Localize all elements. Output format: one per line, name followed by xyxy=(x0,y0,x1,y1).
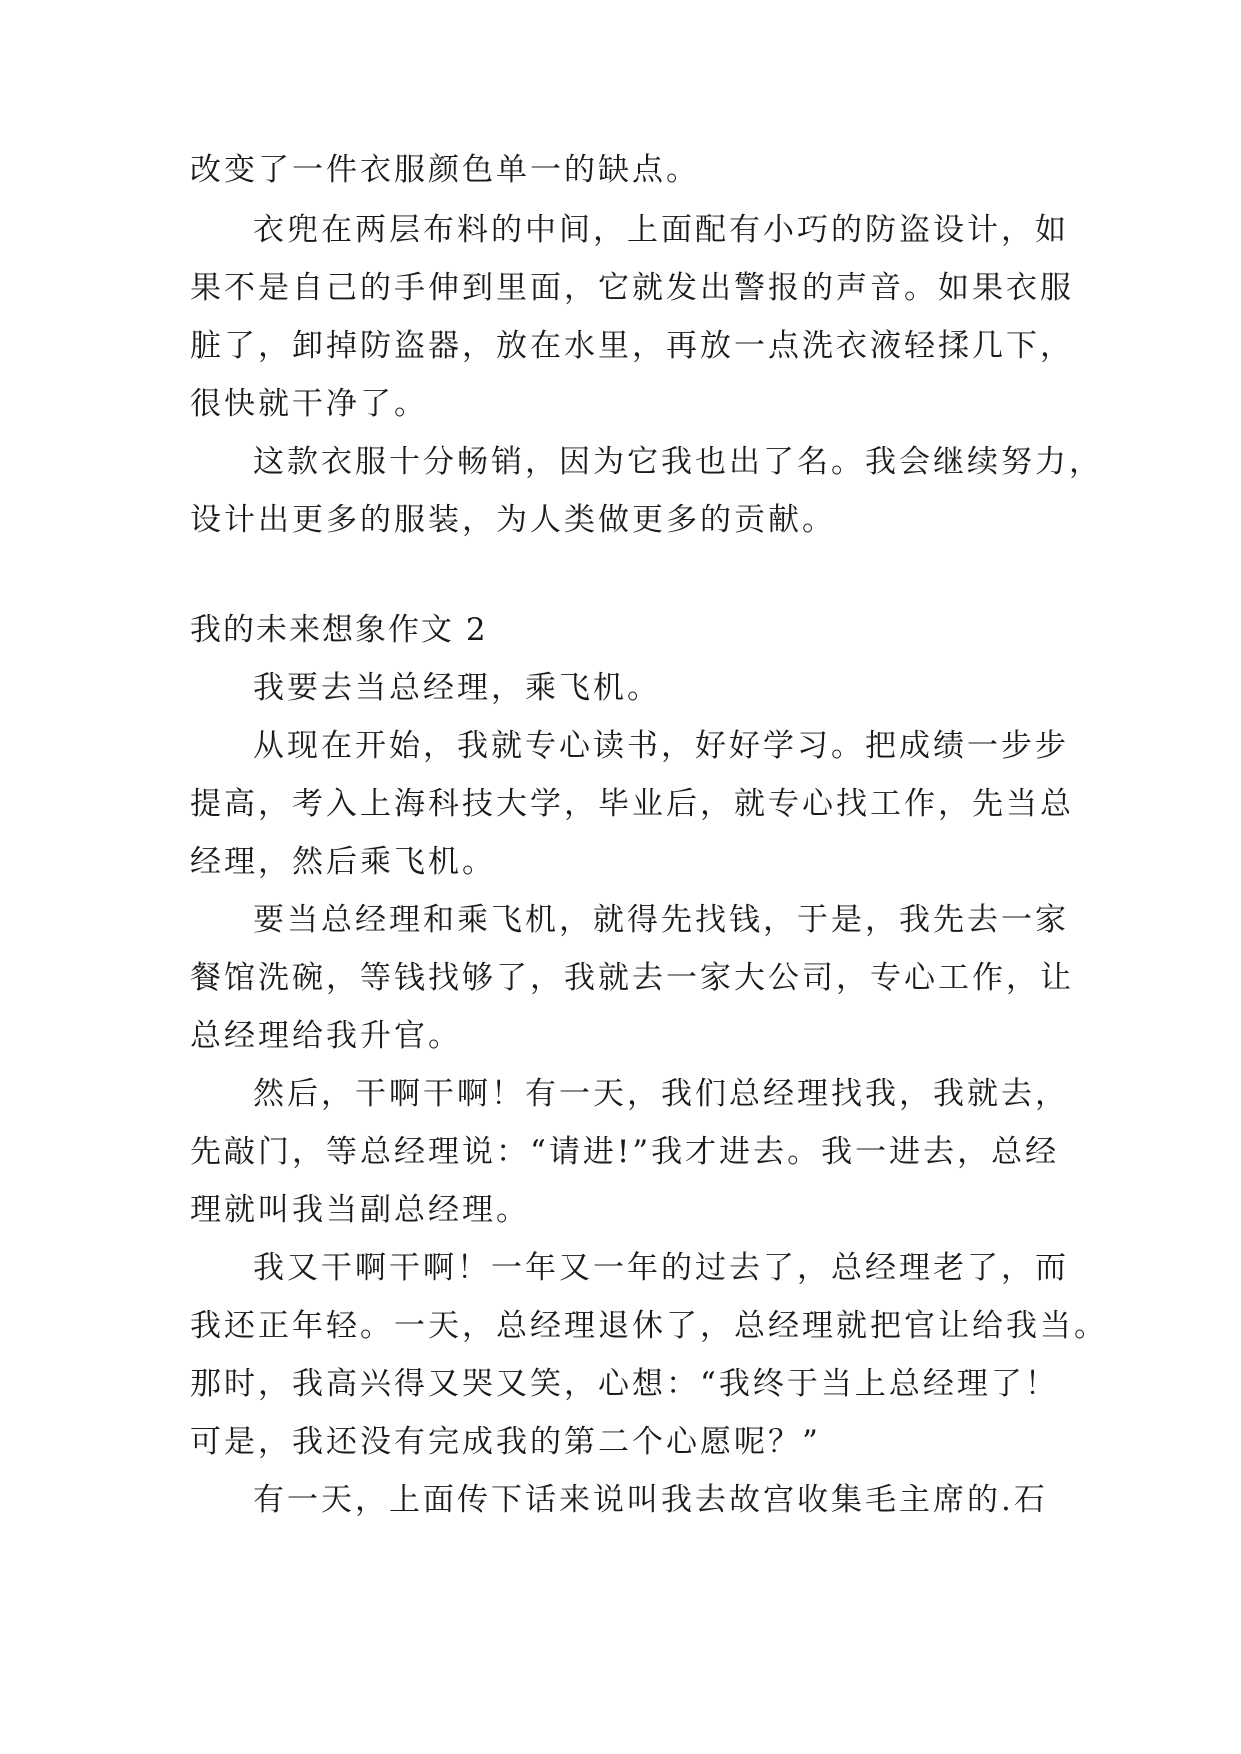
text-line: 总经理给我升官。 xyxy=(190,1018,462,1054)
text-line: 设计出更多的服装，为人类做更多的贡献。 xyxy=(190,502,836,538)
text-line: 然后，干啊干啊！有一天，我们总经理找我，我就去， xyxy=(253,1076,1069,1112)
text-line: 餐馆洗碗，等钱找够了，我就去一家大公司，专心工作，让 xyxy=(190,960,1074,996)
text-line: 我要去当总经理，乘飞机。 xyxy=(253,670,661,706)
text-line: 衣兜在两层布料的中间，上面配有小巧的防盗设计，如 xyxy=(253,212,1069,248)
section-heading: 我的未来想象作文 2 xyxy=(190,612,488,648)
text-line: 脏了，卸掉防盗器，放在水里，再放一点洗衣液轻揉几下， xyxy=(190,328,1074,364)
text-line: 果不是自己的手伸到里面，它就发出警报的声音。如果衣服 xyxy=(190,270,1074,306)
text-line: 可是，我还没有完成我的第二个心愿呢？” xyxy=(190,1424,821,1460)
text-line: 有一天，上面传下话来说叫我去故宫收集毛主席的.石 xyxy=(253,1482,1048,1518)
text-line: 改变了一件衣服颜色单一的缺点。 xyxy=(190,152,700,188)
text-line: 经理，然后乘飞机。 xyxy=(190,844,496,880)
text-line: 我还正年轻。一天，总经理退休了，总经理就把官让给我当。 xyxy=(190,1308,1108,1344)
text-line: 要当总经理和乘飞机，就得先找钱，于是，我先去一家 xyxy=(253,902,1069,938)
text-line: 提高，考入上海科技大学，毕业后，就专心找工作，先当总 xyxy=(190,786,1074,822)
text-line: 这款衣服十分畅销，因为它我也出了名。我会继续努力， xyxy=(253,444,1103,480)
text-line: 我又干啊干啊！一年又一年的过去了，总经理老了，而 xyxy=(253,1250,1069,1286)
text-line: 很快就干净了。 xyxy=(190,386,428,422)
text-line: 理就叫我当副总经理。 xyxy=(190,1192,530,1228)
text-line: 从现在开始，我就专心读书，好好学习。把成绩一步步 xyxy=(253,728,1069,764)
text-line: 那时，我高兴得又哭又笑，心想：“我终于当上总经理了！ xyxy=(190,1366,1059,1402)
text-line: 先敲门，等总经理说：“请进!”我才进去。我一进去，总经 xyxy=(190,1134,1060,1170)
